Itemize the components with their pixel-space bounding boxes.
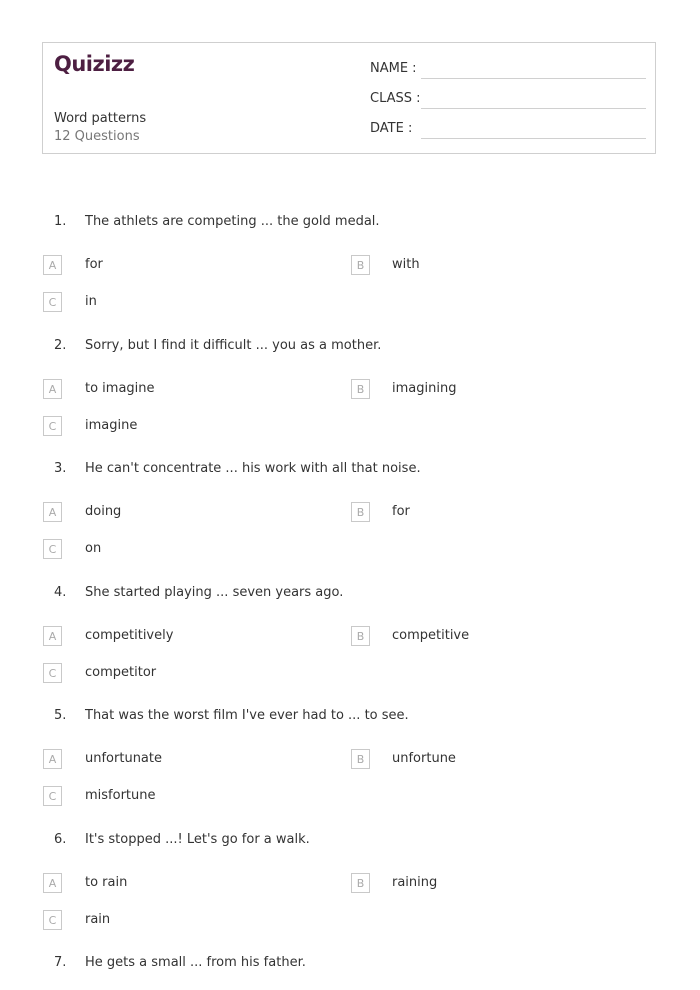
option-text[interactable]: on [85,541,102,556]
option-letter-box[interactable]: C [43,786,62,806]
question-number: 7. [54,955,67,970]
option-letter-box[interactable]: B [351,626,370,646]
option-letter-box[interactable]: B [351,749,370,769]
option-letter-box[interactable]: B [351,379,370,399]
question-text: It's stopped ...! Let's go for a walk. [85,832,310,847]
option-letter-box[interactable]: A [43,626,62,646]
question-number: 4. [54,585,67,600]
option-letter-box[interactable]: C [43,539,62,559]
option-letter-box[interactable]: B [351,873,370,893]
option-letter-box[interactable]: B [351,255,370,275]
option-text[interactable]: raining [392,875,438,890]
class-label: CLASS : [370,91,421,106]
option-text[interactable]: competitor [85,665,157,680]
option-text[interactable]: misfortune [85,788,156,803]
option-letter-box[interactable]: A [43,749,62,769]
question-number: 5. [54,708,67,723]
option-text[interactable]: to imagine [85,381,155,396]
question-number: 2. [54,338,67,353]
question-text: The athlets are competing ... the gold medal. [85,214,380,229]
date-label: DATE : [370,121,413,136]
option-letter-box[interactable]: A [43,502,62,522]
question-text: He gets a small ... from his father. [85,955,306,970]
option-text[interactable]: in [85,294,97,309]
question-text: That was the worst film I've ever had to ... to see. [85,708,409,723]
option-text[interactable]: imagining [392,381,457,396]
option-letter-box[interactable]: C [43,292,62,312]
option-letter-box[interactable]: C [43,416,62,436]
option-letter-box[interactable]: A [43,379,62,399]
question-text: Sorry, but I find it difficult ... you as a mother. [85,338,382,353]
option-text[interactable]: to rain [85,875,128,890]
option-letter-box[interactable]: B [351,502,370,522]
question-count: 12 Questions [54,129,140,144]
option-letter-box[interactable]: C [43,663,62,683]
option-text[interactable]: unfortune [392,751,456,766]
name-line [421,78,646,79]
question-text: She started playing ... seven years ago. [85,585,344,600]
date-line [421,138,646,139]
question-number: 6. [54,832,67,847]
option-text[interactable]: competitively [85,628,174,643]
option-text[interactable]: unfortunate [85,751,162,766]
option-text[interactable]: imagine [85,418,138,433]
option-letter-box[interactable]: A [43,255,62,275]
option-text[interactable]: doing [85,504,122,519]
option-text[interactable]: with [392,257,420,272]
name-label: NAME : [370,61,417,76]
option-text[interactable]: for [85,257,103,272]
question-number: 3. [54,461,67,476]
worksheet-title: Word patterns [54,111,147,126]
question-number: 1. [54,214,67,229]
option-text[interactable]: competitive [392,628,470,643]
option-text[interactable]: rain [85,912,111,927]
option-letter-box[interactable]: C [43,910,62,930]
question-text: He can't concentrate ... his work with all that noise. [85,461,421,476]
quizizz-logo: Quizizz [54,52,135,76]
option-letter-box[interactable]: A [43,873,62,893]
option-text[interactable]: for [392,504,410,519]
class-line [421,108,646,109]
